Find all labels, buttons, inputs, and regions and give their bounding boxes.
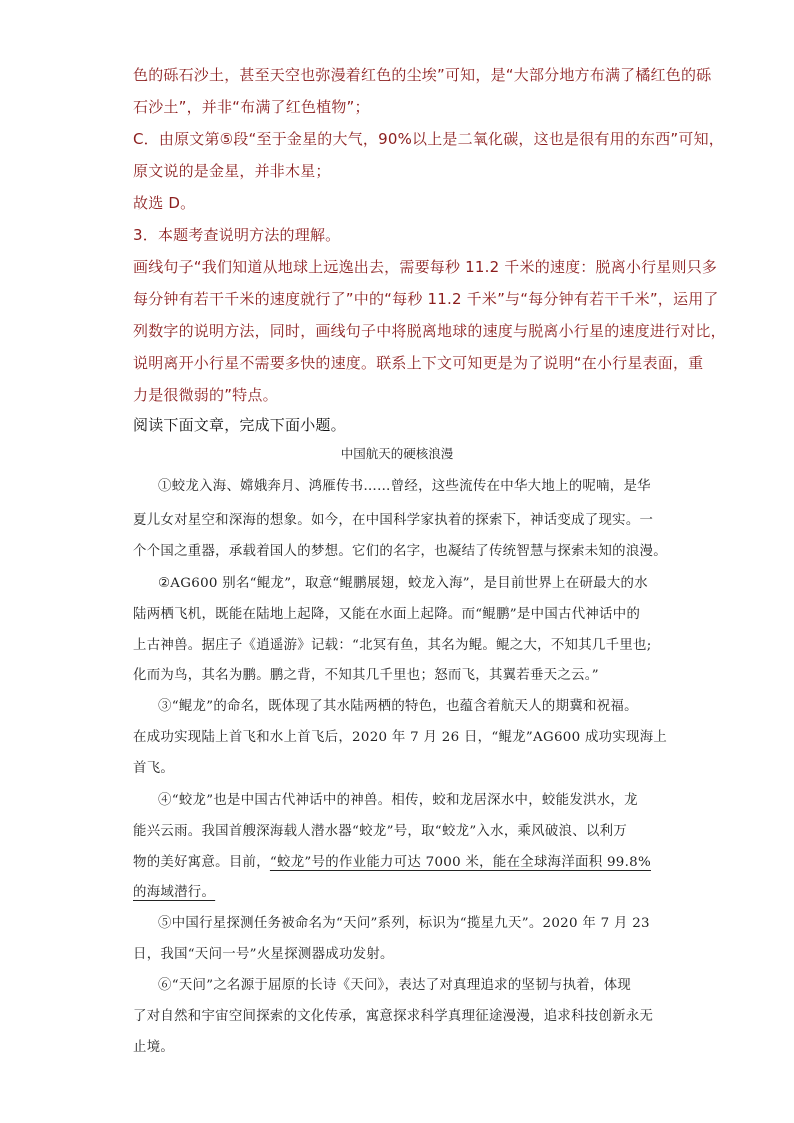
paragraph-5-line-1: ⑤中国行星探测任务被命名为“天问”系列，标识为“揽星九天”。2020 年 7 月 23 xyxy=(158,916,650,931)
answer-line-2: 石沙土”，并非“布满了红色植物”； xyxy=(133,98,370,116)
paragraph-2-line-1: ②AG600 别名“鲲龙”，取意“鲲鹏展翅，蛟龙入海”，是目前世界上在研最大的水 xyxy=(158,576,648,591)
answer-line-9: 列数字的说明方法，同时，画线句子中将脱离地球的速度与脱离小行星的速度进行对比， xyxy=(133,322,726,340)
paragraph-4-line-2: 能兴云雨。我国首艘深海载人潜水器“蛟龙”号，取“蛟龙”入水，乘风破浪、以利万 xyxy=(133,824,628,839)
underlined-sentence-part-1: “蛟龙”号的作业能力可达 7000 米，能在全球海洋面积 99.8% xyxy=(269,855,651,870)
paragraph-6-line-3: 止境。 xyxy=(133,1040,175,1055)
paragraph-3-line-2: 在成功实现陆上首飞和水上首飞后，2020 年 7 月 26 日，“鲲龙”AG600 成功实现海上 xyxy=(133,730,668,745)
article-title: 中国航天的硬核浪漫 xyxy=(340,446,454,461)
answer-line-7: 画线句子“我们知道从地球上远逸出去，需要每秒 11.2 千米的速度：脱离小行星则只多 xyxy=(133,258,718,276)
answer-line-11: 力是很微弱的”特点。 xyxy=(133,386,278,404)
paragraph-5-line-2: 日，我国“天问一号”火星探测器成功发射。 xyxy=(133,947,394,962)
paragraph-4-line-3-text: 物的美好寓意。目前， xyxy=(133,855,270,870)
answer-line-8: 每分钟有若干千米的速度就行了”中的“每秒 11.2 千米”与“每分钟有若干千米”，运用了 xyxy=(133,290,719,308)
answer-line-4: 原文说的是金星，并非木星； xyxy=(133,162,331,180)
paragraph-4-line-3 xyxy=(133,851,651,870)
paragraph-6-line-2: 了对自然和宇宙空间探索的文化传承，寓意探求科学真理征途漫漫，追求科技创新永无 xyxy=(133,1009,654,1024)
paragraph-3-line-1: ③“鲲龙”的命名，既体现了其水陆两栖的特色，也蕴含着航天人的期冀和祝福。 xyxy=(158,699,638,714)
paragraph-3-line-3: 首飞。 xyxy=(133,761,175,776)
paragraph-4-line-1: ④“蛟龙”也是中国古代神话中的神兽。相传，蛟和龙居深水中，蛟能发洪水，龙 xyxy=(158,793,638,808)
answer-line-1: 色的砾石沙土，甚至天空也弥漫着红色的尘埃”可知，是“大部分地方布满了橘红色的砾 xyxy=(133,66,712,84)
answer-line-3: C．由原文第⑤段“至于金星的大气，90%以上是二氧化碳，这也是很有用的东西”可知， xyxy=(133,130,725,148)
paragraph-1-line-1: ①蛟龙入海、嫦娥奔月、鸿雁传书……曾经，这些流传在中华大地上的呢喃，是华 xyxy=(158,479,651,494)
paragraph-2-line-3: 上古神兽。据庄子《逍遥游》记载：“北冥有鱼，其名为鲲。鲲之大，不知其几千里也; xyxy=(133,638,652,653)
answer-line-6: 3．本题考查说明方法的理解。 xyxy=(133,226,341,244)
paragraph-6-line-1: ⑥“天问”之名源于屈原的长诗《天问》，表达了对真理追求的坚韧与执着，体现 xyxy=(158,978,632,993)
paragraph-2-line-2: 陆两栖飞机，既能在陆地上起降，又能在水面上起降。而“鲲鹏”是中国古代神话中的 xyxy=(133,607,641,622)
reading-instruction: 阅读下面文章，完成下面小题。 xyxy=(133,416,346,434)
answer-line-10: 说明离开小行星不需要多快的速度。联系上下文可知更是为了说明“在小行星表面，重 xyxy=(133,354,704,372)
underlined-sentence-part-2: 的海域潜行。 xyxy=(133,885,216,900)
answer-line-5: 故选 D。 xyxy=(133,194,196,212)
paragraph-2-line-4: 化而为鸟，其名为鹏。鹏之背，不知其几千里也；怒而飞，其翼若垂天之云。” xyxy=(133,668,599,683)
paragraph-1-line-2: 夏儿女对星空和深海的想象。如今，在中国科学家执着的探索下，神话变成了现实。一 xyxy=(133,513,654,528)
paragraph-1-line-3: 个个国之重器，承载着国人的梦想。它们的名字，也凝结了传统智慧与探索未知的浪漫。 xyxy=(133,544,667,559)
